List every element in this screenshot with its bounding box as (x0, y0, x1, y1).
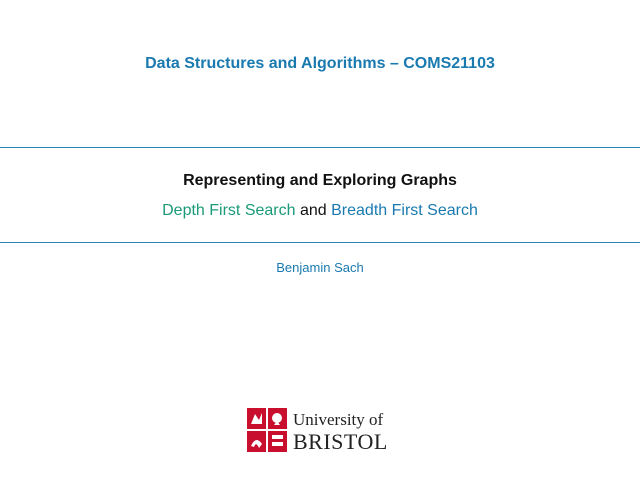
university-logo (247, 408, 397, 454)
subtitle-and: and (299, 202, 327, 219)
divider-top (0, 147, 640, 148)
talk-subtitle (0, 202, 640, 220)
logo-text-university: University of (293, 410, 384, 429)
crest-icon (247, 408, 287, 452)
subtitle-dfs: Depth First Search (162, 202, 296, 219)
logo-text-bristol: BRISTOL (293, 429, 388, 454)
subtitle-bfs: Breadth First Search (331, 202, 478, 219)
author-name: Benjamin Sach (276, 260, 364, 275)
talk-title: Representing and Exploring Graphs (183, 172, 457, 189)
divider-bottom (0, 242, 640, 243)
course-title: Data Structures and Algorithms – COMS21103 (145, 55, 495, 72)
